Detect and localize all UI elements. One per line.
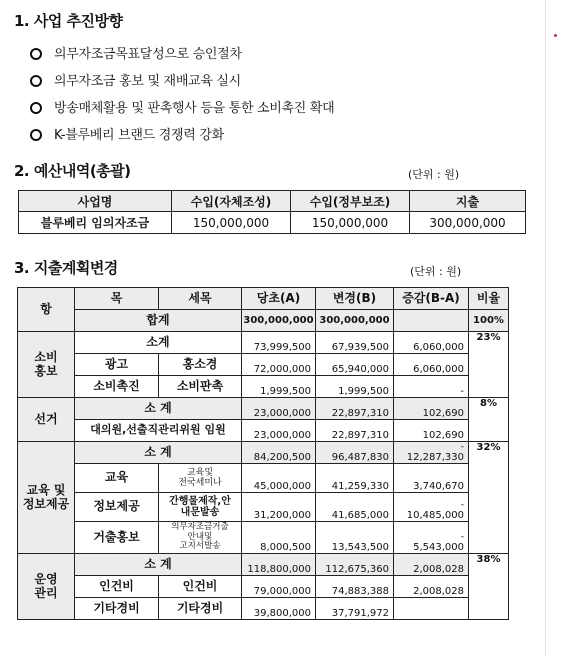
cell: 기타경비 bbox=[75, 598, 159, 620]
cell: 3,740,670 bbox=[394, 464, 469, 493]
header-cell: 수입(자체조성) bbox=[172, 191, 291, 212]
cell: 79,000,000 bbox=[242, 576, 316, 598]
page-marker-dot bbox=[554, 34, 557, 37]
cell: 대의원,선출직관리위원 임원 bbox=[75, 420, 242, 442]
cell: 기타경비 bbox=[159, 598, 242, 620]
table-row bbox=[18, 464, 509, 493]
cell: 31,200,000 bbox=[242, 493, 316, 522]
cell: 96,487,830 bbox=[316, 442, 394, 464]
ratio-cell: 23% bbox=[469, 332, 509, 398]
circle-bullet-icon bbox=[30, 75, 42, 87]
cell: 300,000,000 bbox=[242, 310, 316, 332]
cell bbox=[394, 598, 469, 620]
circle-bullet-icon bbox=[30, 48, 42, 60]
subtotal-row bbox=[18, 442, 509, 464]
cell: 소비판촉 bbox=[159, 376, 242, 398]
header-cell: 비율 bbox=[469, 288, 509, 310]
table-header-row bbox=[18, 288, 509, 310]
cell: - 12,287,330 bbox=[394, 442, 469, 464]
cell: 102,690 bbox=[394, 420, 469, 442]
cell: 300,000,000 bbox=[410, 212, 526, 234]
cell: 22,897,310 bbox=[316, 398, 394, 420]
table-row bbox=[18, 493, 509, 522]
unit-label: (단위 : 원) bbox=[408, 168, 460, 181]
cell: 교육 bbox=[75, 464, 159, 493]
cell: 23,000,000 bbox=[242, 398, 316, 420]
subtotal-label: 소 계 bbox=[75, 398, 242, 420]
cell: 인건비 bbox=[75, 576, 159, 598]
section1-title: 1. 사업 추진방향 bbox=[14, 12, 123, 30]
header-cell: 항 bbox=[18, 288, 75, 332]
group-label: 선거 bbox=[18, 398, 75, 442]
unit-label: (단위 : 원) bbox=[410, 265, 462, 278]
subtotal-row bbox=[18, 332, 509, 354]
cell: 74,883,388 bbox=[316, 576, 394, 598]
budget-summary-table bbox=[18, 190, 526, 234]
table-row bbox=[18, 522, 509, 554]
cell: 102,690 bbox=[394, 398, 469, 420]
group-label: 교육 및 정보제공 bbox=[18, 442, 75, 554]
cell: 150,000,000 bbox=[172, 212, 291, 234]
header-cell: 당초(A) bbox=[242, 288, 316, 310]
cell: 112,675,360 bbox=[316, 554, 394, 576]
ratio-cell: 32% bbox=[469, 442, 509, 554]
table-row bbox=[18, 420, 509, 442]
cell: 거출홍보 bbox=[75, 522, 159, 554]
subtotal-label: 소계 bbox=[75, 332, 242, 354]
table-row bbox=[18, 376, 509, 398]
cell: 65,940,000 bbox=[316, 354, 394, 376]
subtotal-label: 소 계 bbox=[75, 442, 242, 464]
header-cell: 목 bbox=[75, 288, 159, 310]
header-cell: 지출 bbox=[410, 191, 526, 212]
group-label: 운영 관리 bbox=[18, 554, 75, 620]
cell: 67,939,500 bbox=[316, 332, 394, 354]
table-row bbox=[18, 576, 509, 598]
circle-bullet-icon bbox=[30, 102, 42, 114]
section3-title: 3. 지출계획변경 bbox=[14, 259, 118, 277]
table-header-row bbox=[19, 191, 526, 212]
header-cell: 세목 bbox=[159, 288, 242, 310]
cell bbox=[394, 310, 469, 332]
cell: 72,000,000 bbox=[242, 354, 316, 376]
expenditure-plan-table bbox=[17, 287, 509, 620]
cell: 간행물제작,안 내문발송 bbox=[159, 493, 242, 522]
cell: 73,999,500 bbox=[242, 332, 316, 354]
cell: 41,685,000 bbox=[316, 493, 394, 522]
cell: 300,000,000 bbox=[316, 310, 394, 332]
section2-title: 2. 예산내역(총괄) bbox=[14, 162, 131, 180]
table-row bbox=[18, 598, 509, 620]
cell: 22,897,310 bbox=[316, 420, 394, 442]
cell: 교육및 전국세미나 bbox=[159, 464, 242, 493]
header-cell: 수입(정부보조) bbox=[291, 191, 410, 212]
cell: 84,200,500 bbox=[242, 442, 316, 464]
cell: 8,000,500 bbox=[242, 522, 316, 554]
cell: 홍소경 bbox=[159, 354, 242, 376]
subtotal-row bbox=[18, 554, 509, 576]
total-label: 합계 bbox=[75, 310, 242, 332]
cell: - 5,543,000 bbox=[394, 522, 469, 554]
cell: 2,008,028 bbox=[394, 576, 469, 598]
bullet-item: 방송매체활용 및 판촉행사 등을 통한 소비촉진 확대 bbox=[30, 97, 334, 116]
cell: 광고 bbox=[75, 354, 159, 376]
page-edge-rule bbox=[545, 0, 546, 657]
cell: 118,800,000 bbox=[242, 554, 316, 576]
cell: - 10,485,000 bbox=[394, 493, 469, 522]
cell: 2,008,028 bbox=[394, 554, 469, 576]
cell: 37,791,972 bbox=[316, 598, 394, 620]
cell: 150,000,000 bbox=[291, 212, 410, 234]
cell: 45,000,000 bbox=[242, 464, 316, 493]
header-cell: 사업명 bbox=[19, 191, 172, 212]
table-row bbox=[18, 354, 509, 376]
cell: 1,999,500 bbox=[242, 376, 316, 398]
subtotal-label: 소 계 bbox=[75, 554, 242, 576]
cell: 인건비 bbox=[159, 576, 242, 598]
table-row bbox=[19, 212, 526, 234]
cell: 39,800,000 bbox=[242, 598, 316, 620]
group-label: 소비 홍보 bbox=[18, 332, 75, 398]
bullet-item: 의무자조금 홍보 및 재배교육 실시 bbox=[30, 70, 241, 89]
cell: 41,259,330 bbox=[316, 464, 394, 493]
cell: - bbox=[394, 376, 469, 398]
cell: 6,060,000 bbox=[394, 354, 469, 376]
ratio-cell: 8% bbox=[469, 398, 509, 442]
ratio-cell: 38% bbox=[469, 554, 509, 620]
bullet-item: 의무자조금목표달성으로 승인절차 bbox=[30, 43, 242, 62]
cell: 23,000,000 bbox=[242, 420, 316, 442]
cell: 6,060,000 bbox=[394, 332, 469, 354]
bullet-item: K-블루베리 브랜드 경쟁력 강화 bbox=[30, 124, 224, 143]
cell: 정보제공 bbox=[75, 493, 159, 522]
header-cell: 변경(B) bbox=[316, 288, 394, 310]
cell: 소비촉진 bbox=[75, 376, 159, 398]
circle-bullet-icon bbox=[30, 129, 42, 141]
total-row bbox=[18, 310, 509, 332]
header-cell: 증감(B-A) bbox=[394, 288, 469, 310]
subtotal-row bbox=[18, 398, 509, 420]
cell: 100% bbox=[469, 310, 509, 332]
cell: 블루베리 임의자조금 bbox=[19, 212, 172, 234]
cell: 1,999,500 bbox=[316, 376, 394, 398]
cell: 의무자조금거출 안내및 고지서발송 bbox=[159, 522, 242, 554]
cell: 13,543,500 bbox=[316, 522, 394, 554]
